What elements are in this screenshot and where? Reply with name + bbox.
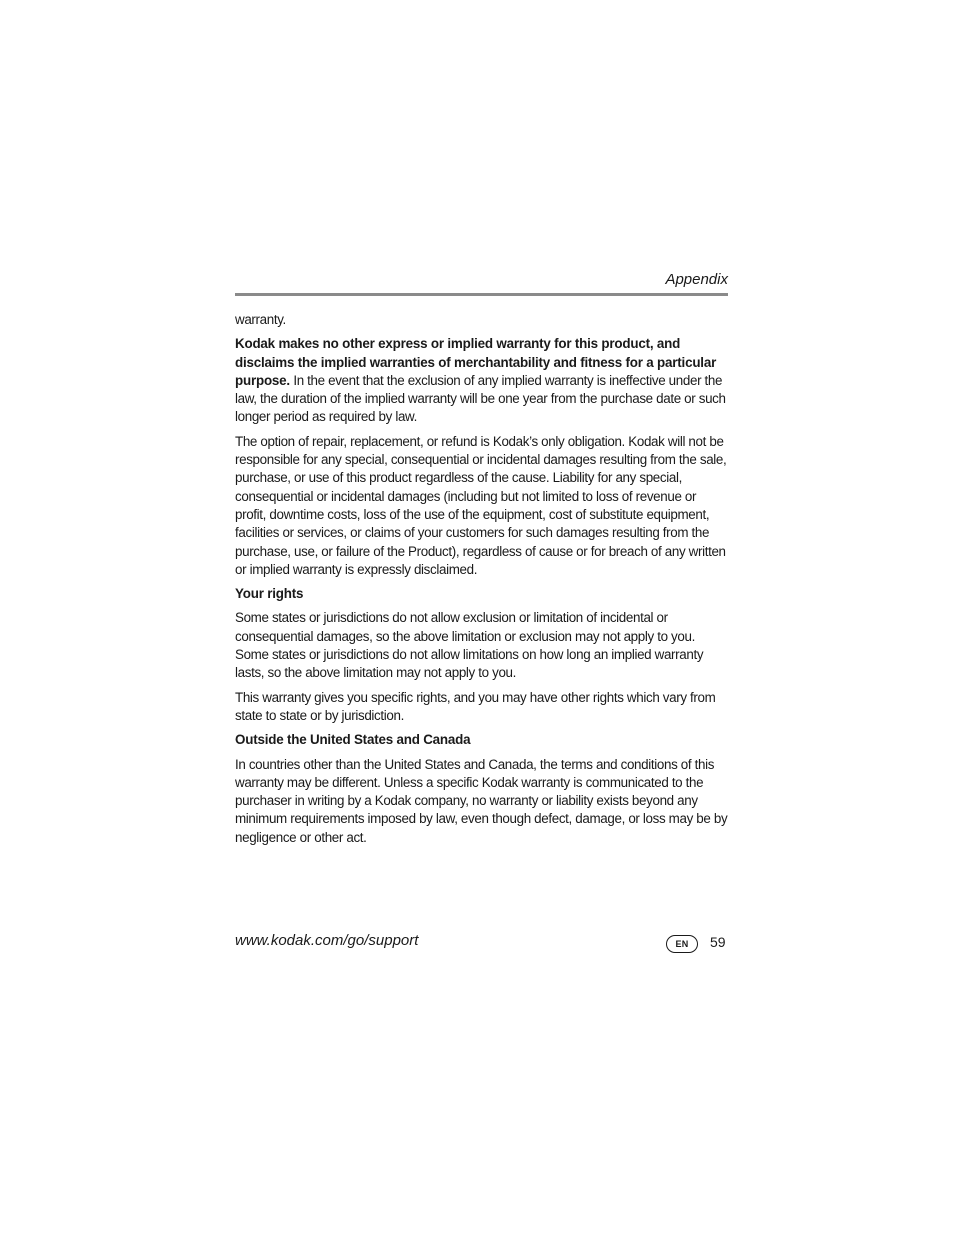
your-rights-paragraph-2: This warranty gives you specific rights, and you may have other rights which vary from state to state or by jurisdiction. — [235, 689, 716, 723]
language-badge: EN — [666, 935, 698, 953]
section-title: Appendix — [665, 271, 728, 288]
support-url-link[interactable]: www.kodak.com/go/support — [235, 932, 419, 949]
disclaimer-bold-text: Kodak makes no other express or implied warranty for this product, and disclaims the implied warranties of merchantability and fitness for a particular purpose. — [235, 336, 717, 388]
your-rights-heading: Your rights — [235, 586, 304, 602]
outside-us-canada-paragraph: In countries other than the United States and Canada, the terms and conditions of this warranty may be different. Unless a specific Kodak warranty is communicated to the purchaser in writing by a Kodak company, no warranty or liability exists beyond any minimum requirements imposed by law, even though defect, damage, or loss may be by negligence or other act. — [235, 756, 728, 845]
outside-us-canada-heading: Outside the United States and Canada — [235, 732, 471, 748]
page-number: 59 — [710, 934, 726, 950]
footer-page-info — [666, 931, 726, 953]
your-rights-paragraph-1: Some states or jurisdictions do not allow exclusion or limitation of incidental or consequential damages, so the above limitation or exclusion may not apply to you. Some states or jurisdictions do not allow limitations on how long an implied warranty lasts, so the above limitation may not apply to you. — [235, 610, 704, 681]
continued-text: warranty. — [235, 312, 286, 327]
obligation-paragraph: The option of repair, replacement, or refund is Kodak’s only obligation. Kodak will not be responsible for any special, consequential or incidental damages resulting from the sale, purchase, or use of this product regardless of the cause. Liability for any special, consequential or incidental damages (including but not limited to loss of revenue or profit, downtime costs, loss of the use of the equipment, cost of substitute equipment, facilities or services, or claims of your customers for such damages resulting from the purchase, use, or failure of the Product), regardless of cause or for breach of any written or implied warranty is expressly disclaimed. — [235, 433, 727, 577]
page-content — [235, 311, 728, 853]
header-divider — [235, 293, 728, 296]
disclaimer-text: In the event that the exclusion of any implied warranty is ineffective under the law, the duration of the implied warranty will be one year from the purchase date or such longer period as required by law. — [235, 372, 726, 425]
disclaimer-paragraph — [235, 335, 728, 426]
